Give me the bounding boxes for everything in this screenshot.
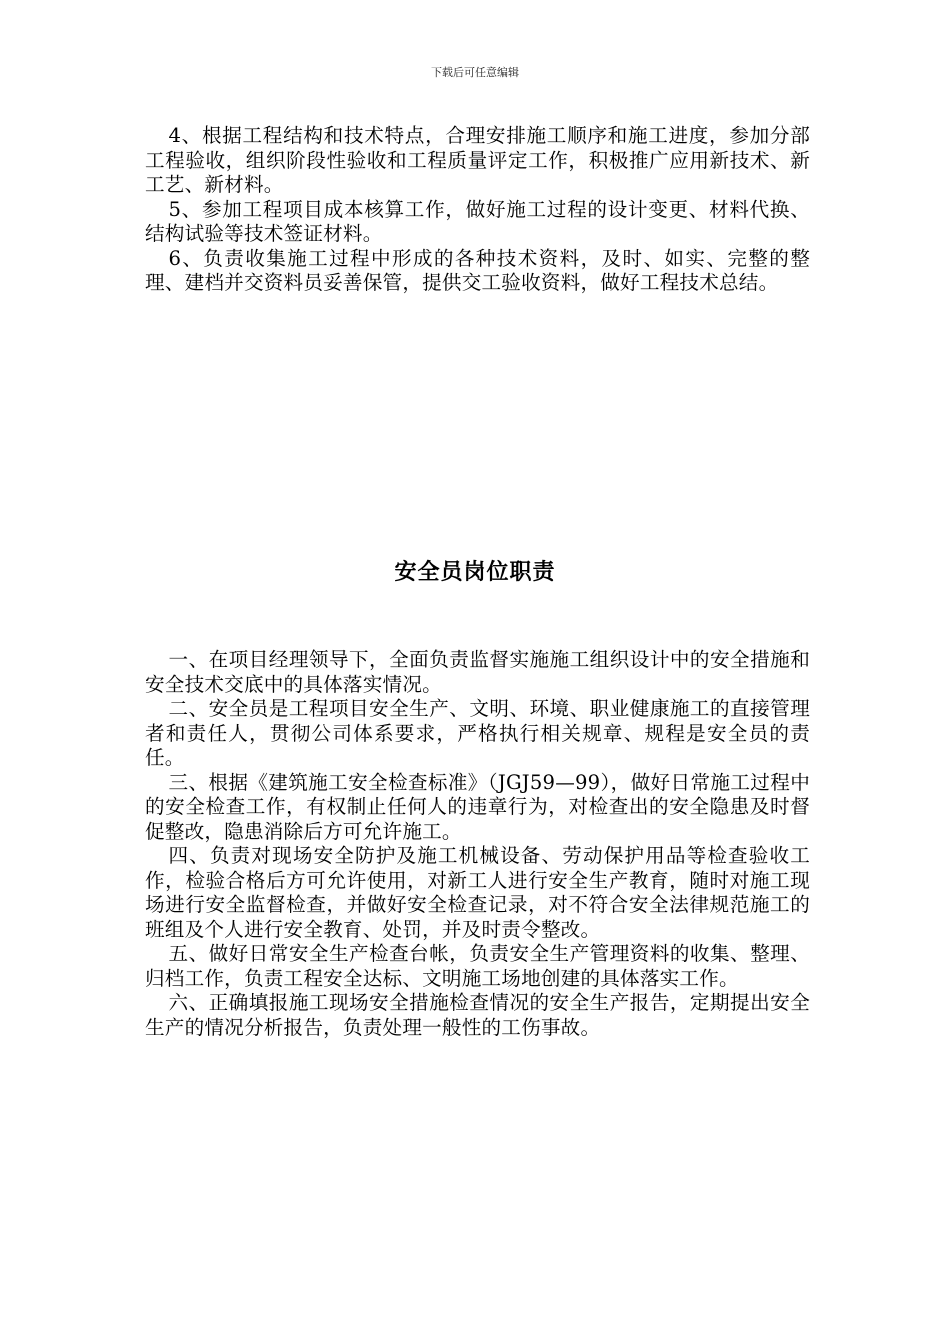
safety-duties-section: [145, 648, 810, 1040]
paragraph: 四、负责对现场安全防护及施工机械设备、劳动保护用品等检查验收工作，检验合格后方可允许使用，对新工人进行安全生产教育，随时对施工现场进行安全监督检查，并做好安全检查记录，对不符合安全法律规范施工的班组及个人进行安全教育、处罚，并及时责令整改。: [145, 844, 810, 941]
paragraph: 二、安全员是工程项目安全生产、文明、环境、职业健康施工的直接管理者和责任人，贯彻公司体系要求，严格执行相关规章、规程是安全员的责任。: [145, 697, 810, 769]
paragraph: 六、正确填报施工现场安全措施检查情况的安全生产报告，定期提出安全生产的情况分析报告，负责处理一般性的工伤事故。: [145, 991, 810, 1039]
paragraph: 三、根据《建筑施工安全检查标准》（JGJ59—99），做好日常施工过程中的安全检查工作，有权制止任何人的违章行为，对检查出的安全隐患及时督促整改，隐患消除后方可允许施工。: [145, 770, 810, 843]
page-header: 下载后可任意编辑: [431, 66, 519, 79]
document-title: 安全员岗位职责: [394, 560, 556, 585]
paragraph: 4、根据工程结构和技术特点，合理安排施工顺序和施工进度，参加分部工程验收，组织阶段性验收和工程质量评定工作，积极推广应用新技术、新工艺、新材料。: [145, 124, 810, 196]
paragraph: 5、参加工程项目成本核算工作，做好施工过程的设计变更、材料代换、结构试验等技术签证材料。: [145, 197, 810, 245]
paragraph: 6、负责收集施工过程中形成的各种技术资料，及时、如实、完整的整理、建档并交资料员妥善保管，提供交工验收资料，做好工程技术总结。: [145, 246, 810, 294]
paragraph: 五、做好日常安全生产检查台帐，负责安全生产管理资料的收集、整理、归档工作，负责工程安全达标、文明施工场地创建的具体落实工作。: [145, 942, 810, 990]
paragraph: 一、在项目经理领导下，全面负责监督实施施工组织设计中的安全措施和安全技术交底中的具体落实情况。: [145, 648, 810, 696]
top-section: [145, 124, 810, 296]
